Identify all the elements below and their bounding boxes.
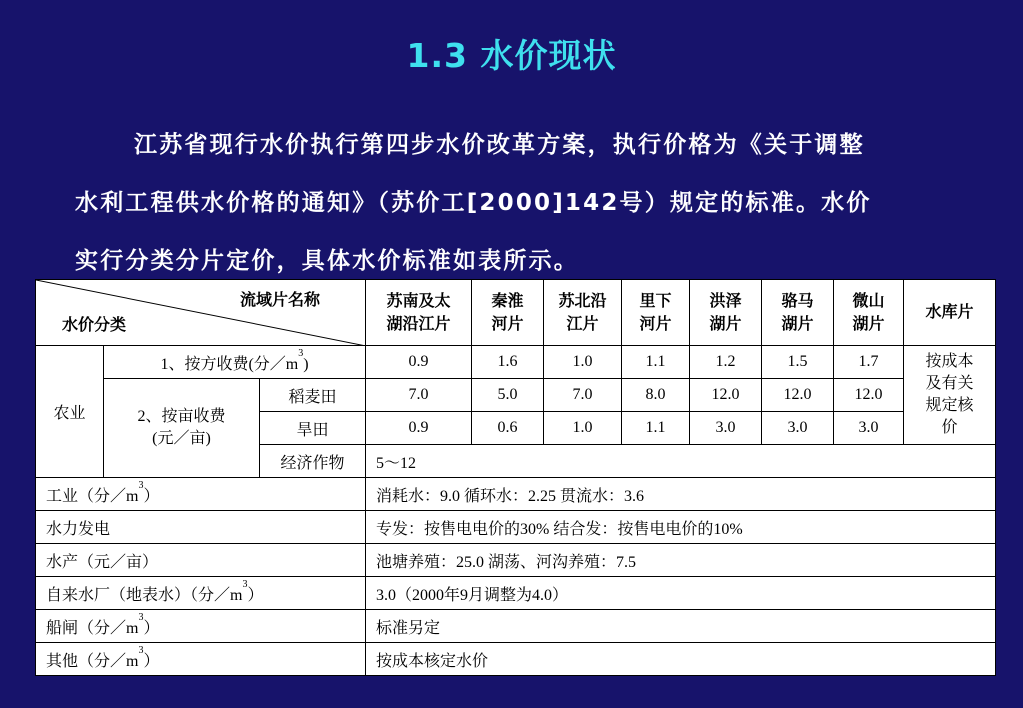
region-header-qinhuai: 秦淮 河片 bbox=[472, 280, 544, 346]
table-row bbox=[36, 544, 996, 577]
table-cell: 12.0 bbox=[834, 379, 904, 412]
table-cell: 1.1 bbox=[622, 412, 690, 445]
dry-field-label: 旱田 bbox=[260, 412, 366, 445]
row-label-ship-lock: 船闸（分$/m^3$） bbox=[36, 610, 366, 643]
slide-title: 1.3 水价现状 bbox=[406, 36, 617, 75]
agriculture-label: 农业 bbox=[36, 346, 104, 478]
row-label-hydropower: 水力发电 bbox=[36, 511, 366, 544]
table-cell: 1.0 bbox=[544, 346, 622, 379]
intro-paragraph bbox=[75, 116, 980, 290]
table-cell: 8.0 bbox=[622, 379, 690, 412]
table-cell: 0.9 bbox=[366, 412, 472, 445]
table-row bbox=[36, 610, 996, 643]
intro-line-3: 实行分类分片定价，具体水价标准如表所示。 bbox=[75, 248, 579, 274]
table-cell: 1.7 bbox=[834, 346, 904, 379]
table-cell: 3.0 bbox=[690, 412, 762, 445]
table-cell: 12.0 bbox=[690, 379, 762, 412]
row-label-aquaculture: 水产（元／亩） bbox=[36, 544, 366, 577]
table-cell: 3.0 bbox=[762, 412, 834, 445]
row-value-waterworks: 3.0（2000年9月调整为4.0） bbox=[366, 577, 996, 610]
row-value-industry: 消耗水：9.0 循环水：2.25 贯流水：3.6 bbox=[366, 478, 996, 511]
table-row bbox=[36, 577, 996, 610]
table-cell: 1.0 bbox=[544, 412, 622, 445]
table-row bbox=[36, 643, 996, 676]
row-label-other: 其他（分$/m^3$） bbox=[36, 643, 366, 676]
row-value-aquaculture: 池塘养殖：25.0 湖荡、河沟养殖：7.5 bbox=[366, 544, 996, 577]
rice-wheat-label: 稻麦田 bbox=[260, 379, 366, 412]
row-value-ship-lock: 标准另定 bbox=[366, 610, 996, 643]
region-name-heading: 流域片名称 bbox=[240, 292, 321, 309]
table-row bbox=[36, 346, 996, 379]
region-header-subei: 苏北沿 江片 bbox=[544, 280, 622, 346]
row-label-industry: 工业（分$/m^3$） bbox=[36, 478, 366, 511]
region-header-weishan: 微山 湖片 bbox=[834, 280, 904, 346]
by-area-label: 2、按亩收费 (元／亩) bbox=[104, 379, 260, 478]
header-row bbox=[36, 280, 996, 346]
price-category-heading: 水价分类 bbox=[62, 317, 127, 334]
water-price-table bbox=[35, 279, 996, 676]
table-cell: 12.0 bbox=[762, 379, 834, 412]
region-header-reservoir: 水库片 bbox=[904, 280, 996, 346]
region-header-sunan: 苏南及太 湖沿江片 bbox=[366, 280, 472, 346]
region-header-lixiahe: 里下 河片 bbox=[622, 280, 690, 346]
table-cell: 1.2 bbox=[690, 346, 762, 379]
cash-crop-label: 经济作物 bbox=[260, 445, 366, 478]
diagonal-header-cell bbox=[36, 280, 366, 346]
row-label-waterworks: 自来水厂（地表水）（分$/m^3$） bbox=[36, 577, 366, 610]
table-cell: 1.1 bbox=[622, 346, 690, 379]
table-cell: 7.0 bbox=[366, 379, 472, 412]
cash-crop-value: 5～12 bbox=[366, 445, 996, 478]
row-value-hydropower: 专发：按售电电价的30% 结合发：按售电电价的10% bbox=[366, 511, 996, 544]
table-cell: 7.0 bbox=[544, 379, 622, 412]
table-cell: 5.0 bbox=[472, 379, 544, 412]
by-volume-label: 1、按方收费(分$/m^3$) bbox=[104, 346, 366, 379]
row-value-other: 按成本核定水价 bbox=[366, 643, 996, 676]
table-cell: 3.0 bbox=[834, 412, 904, 445]
table-cell: 0.9 bbox=[366, 346, 472, 379]
table-cell: 1.5 bbox=[762, 346, 834, 379]
table-cell: 1.6 bbox=[472, 346, 544, 379]
reservoir-note: 按成本 及有关 规定核 价 bbox=[904, 346, 996, 445]
region-header-hongze: 洪泽 湖片 bbox=[690, 280, 762, 346]
table-row bbox=[36, 511, 996, 544]
intro-line-2: 水利工程供水价格的通知》（苏价工[2000]142号）规定的标准。水价 bbox=[75, 190, 872, 216]
table-cell: 0.6 bbox=[472, 412, 544, 445]
table-row bbox=[36, 379, 996, 412]
table-row bbox=[36, 478, 996, 511]
intro-line-1: 江苏省现行水价执行第四步水价改革方案，执行价格为《关于调整 bbox=[134, 132, 865, 158]
region-header-luoma: 骆马 湖片 bbox=[762, 280, 834, 346]
